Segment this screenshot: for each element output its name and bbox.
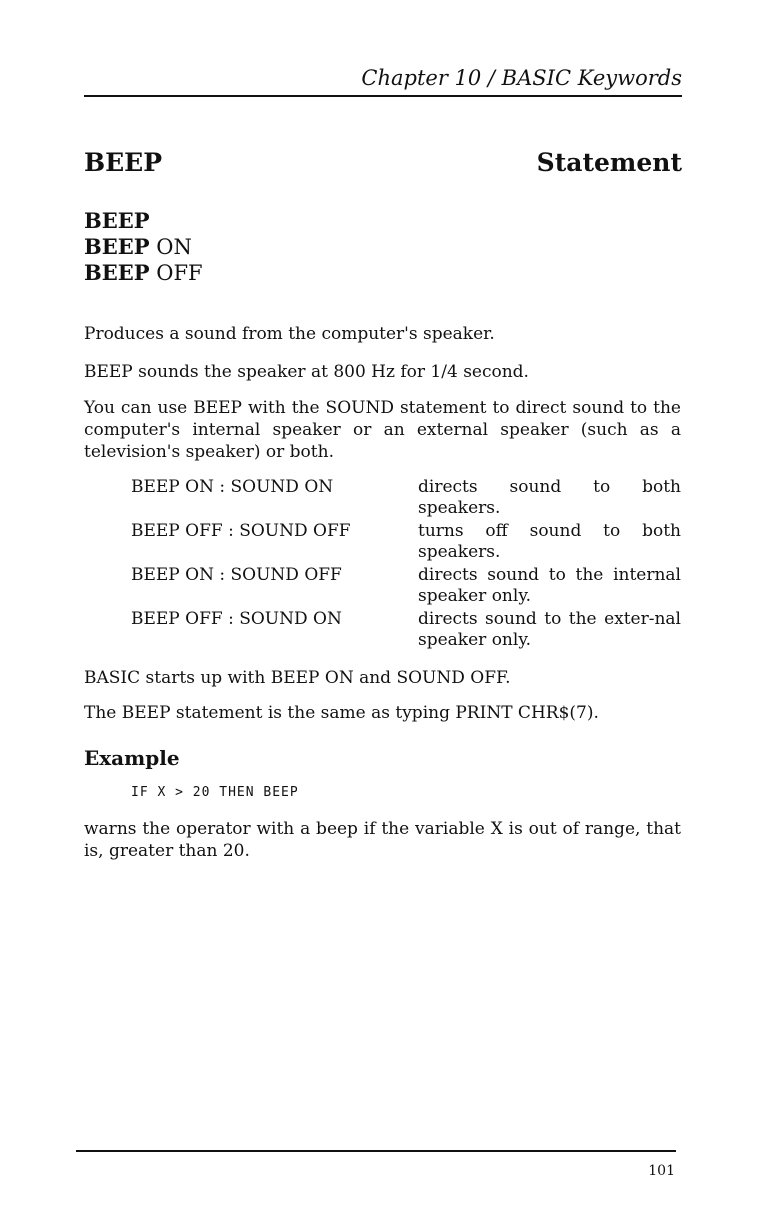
table-cell-description: turns off sound to both speakers.	[418, 521, 681, 562]
paragraph-description: Produces a sound from the computer's speaker.	[84, 324, 495, 344]
syntax-line: BEEP	[84, 208, 150, 233]
table-cell-description: directs sound to the exter-nal speaker only.	[418, 609, 681, 650]
table-row	[131, 521, 681, 563]
table-cell-command: BEEP ON : SOUND OFF	[131, 565, 342, 585]
table-cell-command: BEEP OFF : SOUND ON	[131, 609, 342, 629]
syntax-block	[84, 208, 203, 286]
keyword-title: BEEP	[84, 148, 163, 177]
paragraph-usage: You can use BEEP with the SOUND statement to direct sound to the computer's internal speaker or an external speaker (such as a television's speaker) or both.	[84, 398, 681, 462]
example-code: IF X > 20 THEN BEEP	[131, 785, 299, 800]
example-heading: Example	[84, 746, 180, 770]
table-cell-description: directs sound to the internal speaker only.	[418, 565, 681, 606]
table-row	[131, 565, 681, 607]
paragraph-example-explanation: warns the operator with a beep if the variable X is out of range, that is, greater than 20.	[84, 819, 681, 861]
table-row	[131, 477, 681, 519]
table-cell-command: BEEP ON : SOUND ON	[131, 477, 334, 497]
table-cell-command: BEEP OFF : SOUND OFF	[131, 521, 351, 541]
paragraph-startup: BASIC starts up with BEEP ON and SOUND OFF.	[84, 668, 511, 688]
keyword-type: Statement	[536, 148, 682, 177]
running-head: Chapter 10 / BASIC Keywords	[361, 66, 682, 90]
beep-sound-table	[131, 477, 681, 653]
footer-rule	[76, 1150, 676, 1152]
table-cell-description: directs sound to both speakers.	[418, 477, 681, 518]
page-number: 101	[648, 1163, 675, 1179]
syntax-line: BEEP OFF	[84, 260, 203, 285]
header-rule	[84, 95, 682, 97]
paragraph-frequency: BEEP sounds the speaker at 800 Hz for 1/4 second.	[84, 362, 529, 382]
paragraph-equivalence: The BEEP statement is the same as typing PRINT CHR$(7).	[84, 703, 599, 723]
syntax-line: BEEP ON	[84, 234, 192, 259]
table-row	[131, 609, 681, 651]
